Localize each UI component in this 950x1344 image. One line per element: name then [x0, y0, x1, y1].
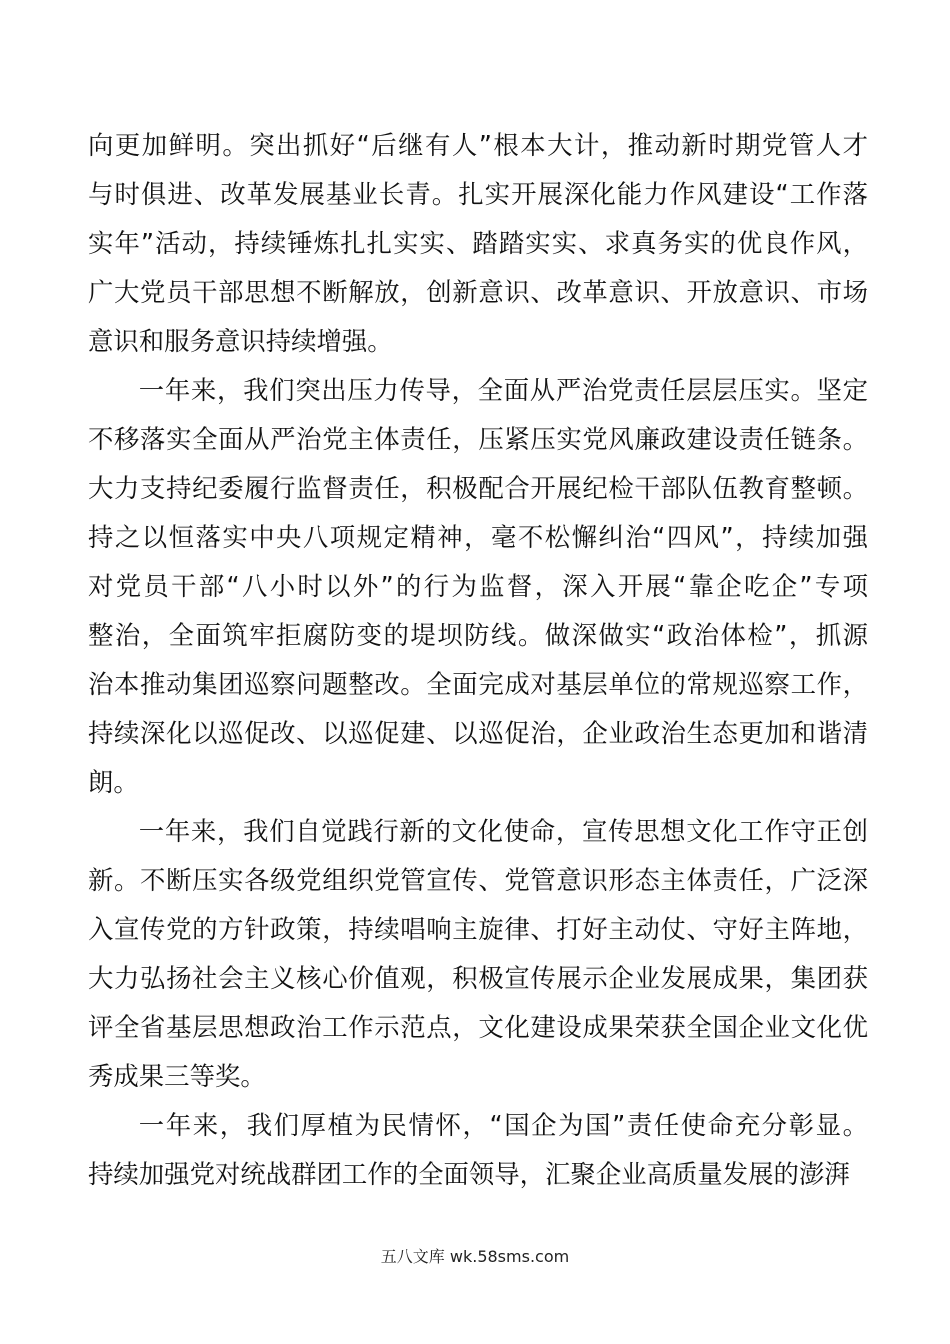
paragraph [88, 1101, 868, 1199]
document-body [88, 121, 868, 1199]
paragraph-line: 不移落实全面从严治党主体责任，压紧压实党风廉政建设责任链条。 [88, 424, 868, 454]
paragraph-line: 大力弘扬社会主义核心价值观，积极宣传展示企业发展成果，集团获 [88, 963, 868, 993]
paragraph-line: 整治，全面筑牢拒腐防变的堤坝防线。做深做实“政治体检”，抓源 [88, 620, 868, 650]
paragraph-line: 持续加强党对统战群团工作的全面领导，汇聚企业高质量发展的澎湃 [88, 1159, 850, 1189]
paragraph-line: 新。不断压实各级党组织党管宣传、党管意识形态主体责任，广泛深 [88, 865, 868, 895]
paragraph-line: 朗。 [88, 767, 139, 797]
footer-watermark: 五八文库 wk.58sms.com [380, 1247, 570, 1266]
paragraph-line: 治本推动集团巡察问题整改。全面完成对基层单位的常规巡察工作， [88, 669, 868, 699]
paragraph-line: 向更加鲜明。突出抓好“后继有人”根本大计，推动新时期党管人才 [88, 130, 868, 160]
paragraph [88, 121, 868, 366]
paragraph [88, 807, 868, 1101]
paragraph-line: 持之以恒落实中央八项规定精神，毫不松懈纠治“四风”，持续加强 [88, 522, 868, 552]
paragraph-line: 一年来，我们突出压力传导，全面从严治党责任层层压实。坚定 [138, 375, 868, 405]
paragraph-line: 与时俱进、改革发展基业长青。扎实开展深化能力作风建设“工作落 [88, 179, 868, 209]
paragraph-line: 持续深化以巡促改、以巡促建、以巡促治，企业政治生态更加和谐清 [88, 718, 868, 748]
paragraph-line: 广大党员干部思想不断解放，创新意识、改革意识、开放意识、市场 [88, 277, 868, 307]
paragraph-line: 一年来，我们厚植为民情怀，“国企为国”责任使命充分彰显。 [138, 1110, 868, 1140]
paragraph-line: 对党员干部“八小时以外”的行为监督，深入开展“靠企吃企”专项 [88, 571, 868, 601]
paragraph-line: 实年”活动，持续锤炼扎扎实实、踏踏实实、求真务实的优良作风， [88, 228, 868, 258]
paragraph-line: 大力支持纪委履行监督责任，积极配合开展纪检干部队伍教育整顿。 [88, 473, 868, 503]
paragraph-line: 一年来，我们自觉践行新的文化使命，宣传思想文化工作守正创 [138, 816, 868, 846]
paragraph-line: 评全省基层思想政治工作示范点，文化建设成果荣获全国企业文化优 [88, 1012, 868, 1042]
paragraph-line: 秀成果三等奖。 [88, 1061, 266, 1091]
paragraph-line: 入宣传党的方针政策，持续唱响主旋律、打好主动仗、守好主阵地， [88, 914, 868, 944]
paragraph [88, 366, 868, 807]
paragraph-line: 意识和服务意识持续增强。 [88, 326, 393, 356]
